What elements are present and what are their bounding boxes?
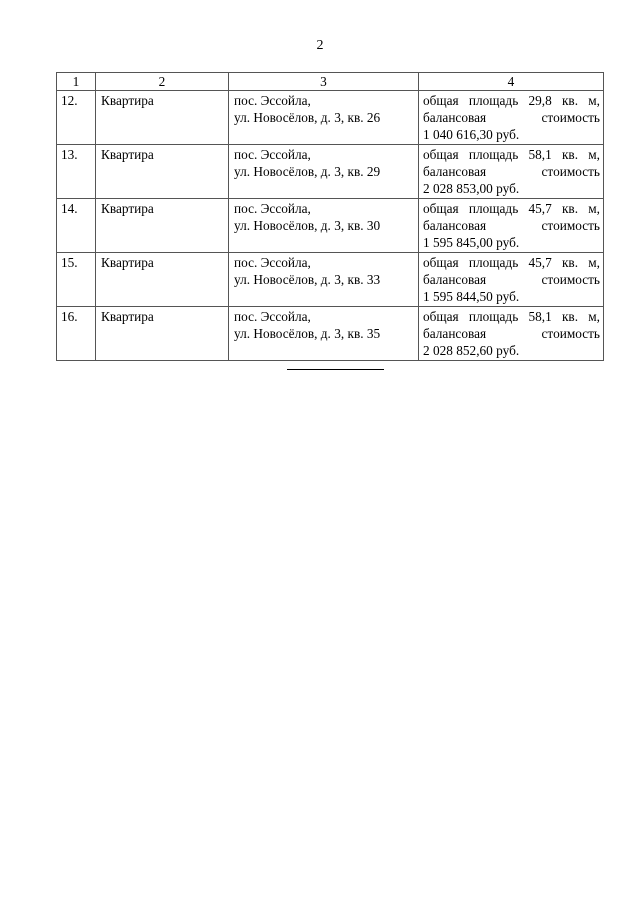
address-line-2: ул. Новосёлов, д. 3, кв. 30 (234, 218, 381, 233)
value-amount: 2 028 853,00 руб. (423, 181, 520, 196)
table-header-row (57, 73, 604, 91)
area-text: общая площадь 58,1 кв. м, (423, 309, 600, 324)
closing-rule (287, 369, 384, 370)
property-description (419, 145, 604, 199)
property-description (419, 253, 604, 307)
table-row (57, 307, 604, 361)
property-description (419, 307, 604, 361)
address-line-1: пос. Эссойла, (234, 255, 311, 270)
row-number: 13. (57, 145, 96, 199)
value-amount: 1 040 616,30 руб. (423, 127, 520, 142)
value-label: балансовая стоимость (423, 272, 600, 287)
value-label: балансовая стоимость (423, 326, 600, 341)
property-type: Квартира (96, 91, 229, 145)
address-line-1: пос. Эссойла, (234, 147, 311, 162)
address-line-2: ул. Новосёлов, д. 3, кв. 26 (234, 110, 381, 125)
property-table (56, 72, 604, 361)
table-row (57, 199, 604, 253)
property-description (419, 199, 604, 253)
address-line-1: пос. Эссойла, (234, 309, 311, 324)
table-row (57, 145, 604, 199)
column-header-3: 3 (229, 73, 419, 91)
property-description (419, 91, 604, 145)
table-body (57, 91, 604, 361)
area-text: общая площадь 29,8 кв. м, (423, 93, 600, 108)
property-type: Квартира (96, 145, 229, 199)
area-text: общая площадь 58,1 кв. м, (423, 147, 600, 162)
table-row (57, 253, 604, 307)
area-text: общая площадь 45,7 кв. м, (423, 255, 600, 270)
row-number: 15. (57, 253, 96, 307)
property-address (229, 91, 419, 145)
column-header-2: 2 (96, 73, 229, 91)
row-number: 16. (57, 307, 96, 361)
value-label: балансовая стоимость (423, 218, 600, 233)
value-amount: 1 595 845,00 руб. (423, 235, 520, 250)
value-label: балансовая стоимость (423, 110, 600, 125)
property-address (229, 145, 419, 199)
property-address (229, 307, 419, 361)
property-type: Квартира (96, 307, 229, 361)
address-line-1: пос. Эссойла, (234, 201, 311, 216)
column-header-1: 1 (57, 73, 96, 91)
property-address (229, 199, 419, 253)
row-number: 12. (57, 91, 96, 145)
area-text: общая площадь 45,7 кв. м, (423, 201, 600, 216)
address-line-2: ул. Новосёлов, д. 3, кв. 35 (234, 326, 381, 341)
table-row (57, 91, 604, 145)
page-number: 2 (316, 38, 324, 53)
property-address (229, 253, 419, 307)
column-header-4: 4 (419, 73, 604, 91)
value-amount: 1 595 844,50 руб. (423, 289, 520, 304)
property-type: Квартира (96, 199, 229, 253)
value-label: балансовая стоимость (423, 164, 600, 179)
row-number: 14. (57, 199, 96, 253)
address-line-2: ул. Новосёлов, д. 3, кв. 29 (234, 164, 381, 179)
value-amount: 2 028 852,60 руб. (423, 343, 520, 358)
property-type: Квартира (96, 253, 229, 307)
address-line-2: ул. Новосёлов, д. 3, кв. 33 (234, 272, 381, 287)
address-line-1: пос. Эссойла, (234, 93, 311, 108)
